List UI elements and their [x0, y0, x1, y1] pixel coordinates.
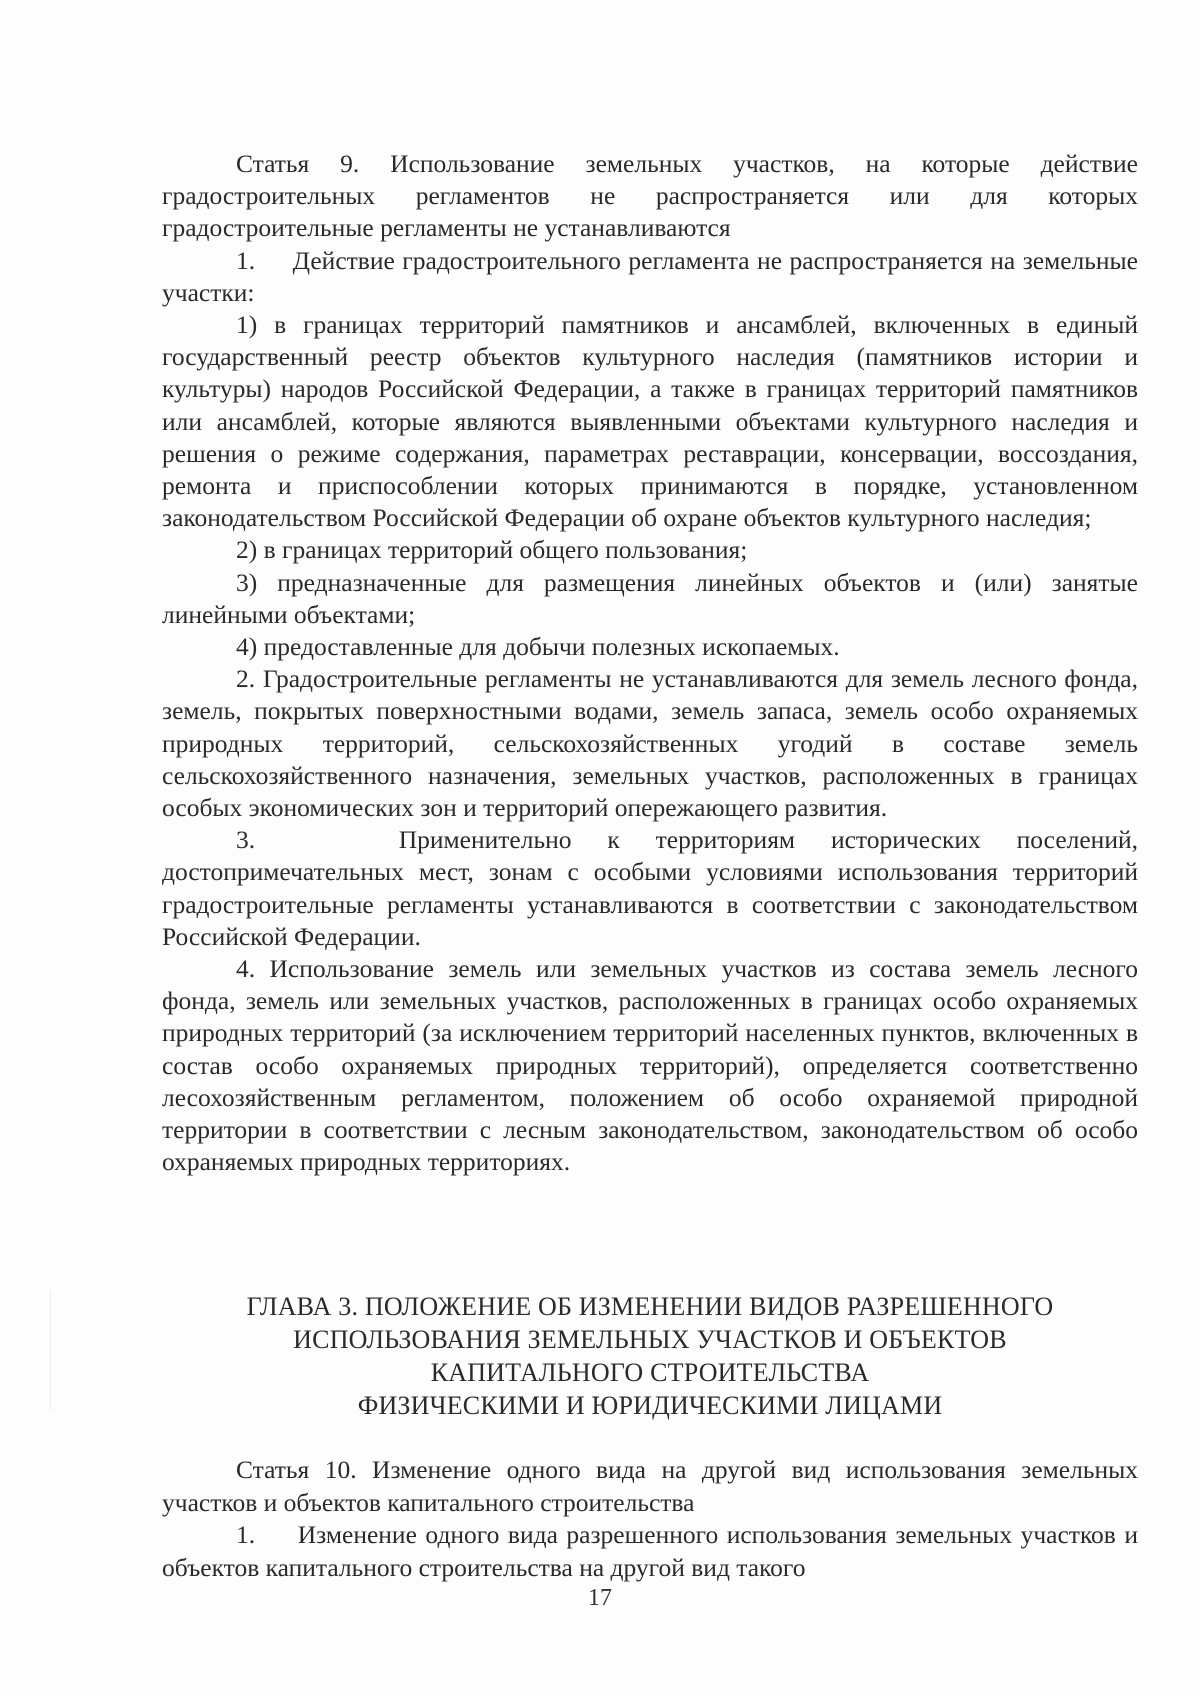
article-9-paragraph-1: 1. Действие градостроительного регламента не распространяется на земельные участки:: [162, 245, 1138, 307]
article-9-item-3: 3) предназначенные для размещения линейных объектов и (или) занятые линейными объектами;: [162, 567, 1138, 629]
scan-edge-mark: [50, 1290, 51, 1410]
chapter-3-title-line-2: ИСПОЛЬЗОВАНИЯ ЗЕМЕЛЬНЫХ УЧАСТКОВ И ОБЪЕКТОВ: [293, 1325, 1007, 1354]
article-9-paragraph-3: 3. Применительно к территориям исторических поселений, достопримечательных мест, зонам с особыми условиями использования территорий градостроительные регламенты устанавливаются в соответствии с законодательством Российской Федерации.: [162, 825, 1138, 951]
chapter-3-title-line-4: ФИЗИЧЕСКИМИ И ЮРИДИЧЕСКИМИ ЛИЦАМИ: [357, 1391, 943, 1420]
article-10-section: [162, 1454, 1138, 1584]
article-9-section: [162, 148, 1138, 1179]
article-10-heading: Статья 10. Изменение одного вида на другой вид использования земельных участков и объектов капитального строительства: [162, 1455, 1138, 1517]
page-number: 17: [588, 1585, 612, 1611]
article-9-heading: Статья 9. Использование земельных участков, на которые действие градостроительных регламентов не распространяется или для которых градостроительные регламенты не устанавливаются: [162, 149, 1138, 243]
article-9-item-1: 1) в границах территорий памятников и ансамблей, включенных в единый государственный реестр объектов культурного наследия (памятников истории и культуры) народов Российской Федерации, а также в границах территорий памятников или ансамблей, которые являются выявленными объектами культурного наследия и решения о режиме содержания, параметрах реставрации, консервации, воссоздания, ремонта и приспособлении которых принимаются в порядке, установленном законодательством Российской Федерации об охране объектов культурного наследия;: [162, 310, 1138, 533]
article-9-paragraph-2: 2. Градостроительные регламенты не устанавливаются для земель лесного фонда, земель, покрытых поверхностными водами, земель запаса, земель особо охраняемых природных территорий, сельскохозяйственных угодий в составе земель сельскохозяйственного назначения, земельных участков, расположенных в границах особых экономических зон и территорий опережающего развития.: [162, 664, 1138, 823]
chapter-3-title-line-3: КАПИТАЛЬНОГО СТРОИТЕЛЬСТВА: [430, 1358, 870, 1387]
chapter-3-title: [162, 1290, 1138, 1422]
article-9-item-4: 4) предоставленные для добычи полезных ископаемых.: [236, 632, 840, 662]
article-10-paragraph-1: 1. Изменение одного вида разрешенного использования земельных участков и объектов капитального строительства на другой вид такого: [162, 1520, 1138, 1582]
article-9-item-2: 2) в границах территорий общего пользования;: [236, 535, 748, 565]
article-9-paragraph-4: 4. Использование земель или земельных участков из состава земель лесного фонда, земель или земельных участков, расположенных в границах особо охраняемых природных территорий (за исключением территорий населенных пунктов, включенных в состав особо охраняемых природных территорий), определяется соответственно лесохозяйственным регламентом, положением об особо охраняемой природной территории в соответствии с лесным законодательством, законодательством об особо охраняемых природных территориях.: [162, 954, 1138, 1177]
chapter-3-title-line-1: ГЛАВА 3. ПОЛОЖЕНИЕ ОБ ИЗМЕНЕНИИ ВИДОВ РАЗРЕШЕННОГО: [246, 1292, 1054, 1321]
